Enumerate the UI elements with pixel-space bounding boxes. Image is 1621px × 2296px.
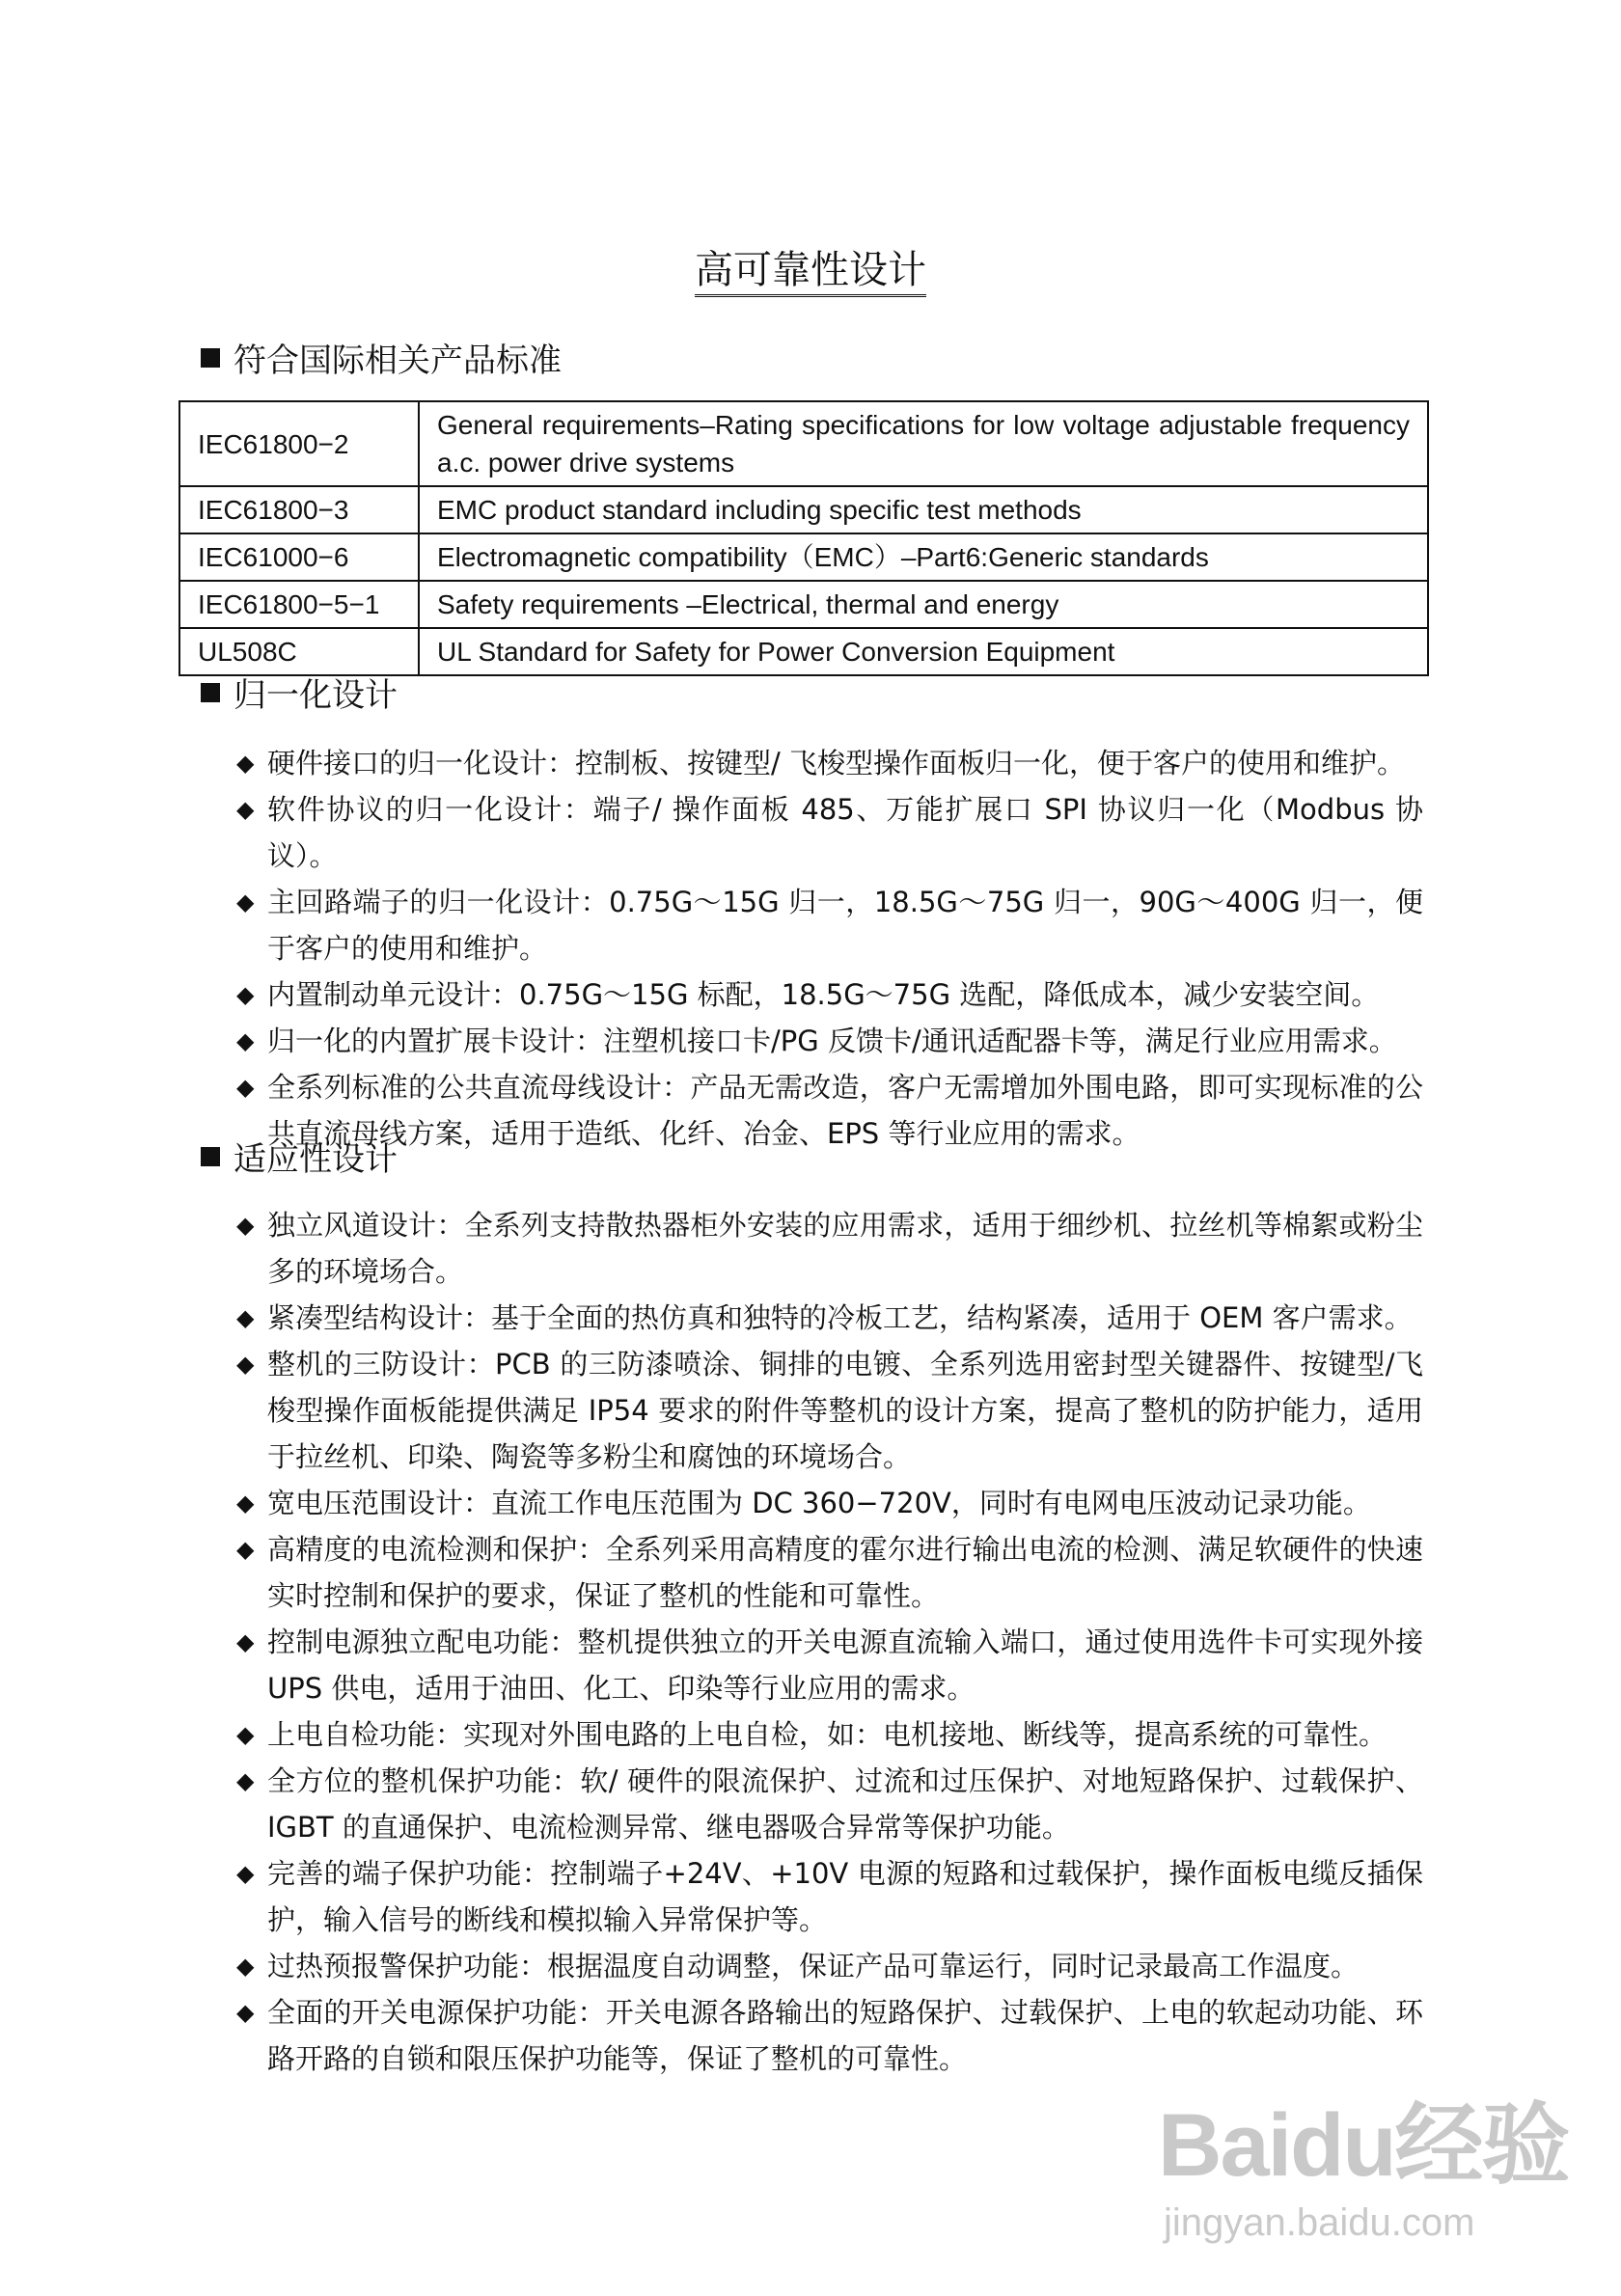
diamond-bullet-icon: ◆ — [236, 796, 255, 823]
list-item — [236, 1619, 1423, 1711]
section-heading-standards — [201, 334, 562, 381]
list-item-text: 控制电源独立配电功能：整机提供独立的开关电源直流输入端口，通过使用选件卡可实现外接 UPS 供电，适用于油田、化工、印染等行业应用的需求。 — [267, 1626, 1423, 1705]
diamond-bullet-icon: ◆ — [236, 1628, 255, 1655]
list-item-text: 高精度的电流检测和保护：全系列采用高精度的霍尔进行输出电流的检测、满足软硬件的快速实时控制和保护的要求，保证了整机的性能和可靠性。 — [267, 1533, 1423, 1612]
list-item-text: 完善的端子保护功能：控制端子+24V、+10V 电源的短路和过载保护，操作面板电缆反插保护，输入信号的断线和模拟输入异常保护等。 — [267, 1857, 1423, 1936]
table-row — [179, 533, 1428, 581]
square-bullet-icon — [201, 348, 220, 368]
list-item-text: 软件协议的归一化设计：端子/ 操作面板 485、万能扩展口 SPI 协议归一化（Modbus 协议）。 — [267, 793, 1423, 872]
standard-desc: EMC product standard including specific test methods — [419, 486, 1428, 533]
diamond-bullet-icon: ◆ — [236, 888, 255, 916]
diamond-bullet-icon: ◆ — [236, 1027, 255, 1054]
list-item — [236, 1341, 1423, 1480]
diamond-bullet-icon: ◆ — [236, 1767, 255, 1794]
section-heading-adaptability — [201, 1133, 398, 1180]
list-item — [236, 1064, 1423, 1157]
list-item-text: 紧凑型结构设计：基于全面的热仿真和独特的冷板工艺，结构紧凑，适用于 OEM 客户需求。 — [267, 1301, 1413, 1334]
list-item — [236, 1526, 1423, 1619]
standard-code: IEC61800−3 — [179, 486, 419, 533]
diamond-bullet-icon: ◆ — [236, 1721, 255, 1748]
list-item-text: 主回路端子的归一化设计：0.75G～15G 归一，18.5G～75G 归一，90G～400G 归一，便于客户的使用和维护。 — [267, 886, 1423, 965]
list-item — [236, 1480, 1423, 1526]
baidu-watermark — [1158, 2074, 1569, 2245]
diamond-bullet-icon: ◆ — [236, 1490, 255, 1517]
list-item — [236, 1850, 1423, 1943]
list-item-text: 归一化的内置扩展卡设计：注塑机接口卡/PG 反馈卡/通讯适配器卡等，满足行业应用需求。 — [267, 1025, 1397, 1057]
adaptability-list — [236, 1202, 1423, 2082]
standard-code: IEC61000−6 — [179, 533, 419, 581]
normalization-list — [236, 740, 1423, 1157]
diamond-bullet-icon: ◆ — [236, 1074, 255, 1101]
diamond-bullet-icon: ◆ — [236, 981, 255, 1008]
list-item — [236, 1943, 1423, 1989]
list-item-text: 全方位的整机保护功能：软/ 硬件的限流保护、过流和过压保护、对地短路保护、过载保护、IGBT 的直通保护、电流检测异常、继电器吸合异常等保护功能。 — [267, 1764, 1423, 1844]
list-item — [236, 1202, 1423, 1295]
standards-table — [179, 400, 1429, 676]
list-item — [236, 1018, 1423, 1064]
title-text: 高可靠性设计 — [695, 248, 926, 297]
watermark-logo: Baidu经验 — [1158, 2096, 1569, 2195]
standard-desc: Safety requirements –Electrical, thermal and energy — [419, 581, 1428, 628]
watermark-url: jingyan.baidu.com — [1164, 2201, 1475, 2244]
list-item — [236, 971, 1423, 1018]
square-bullet-icon — [201, 1147, 220, 1166]
list-item — [236, 740, 1423, 786]
list-item-text: 硬件接口的归一化设计：控制板、按键型/ 飞梭型操作面板归一化，便于客户的使用和维护。 — [267, 747, 1405, 779]
diamond-bullet-icon: ◆ — [236, 1351, 255, 1378]
table-row — [179, 581, 1428, 628]
list-item-text: 上电自检功能：实现对外围电路的上电自检，如：电机接地、断线等，提高系统的可靠性。 — [267, 1718, 1387, 1751]
table-row — [179, 486, 1428, 533]
diamond-bullet-icon: ◆ — [236, 1536, 255, 1563]
standard-desc: General requirements–Rating specifications for low voltage adjustable frequency a.c. power drive systems — [419, 401, 1428, 486]
standard-code: IEC61800−2 — [179, 401, 419, 486]
list-item-text: 独立风道设计：全系列支持散热器柜外安装的应用需求，适用于细纱机、拉丝机等棉絮或粉尘多的环境场合。 — [267, 1209, 1423, 1288]
diamond-bullet-icon: ◆ — [236, 1860, 255, 1887]
section-heading-normalization — [201, 669, 398, 716]
diamond-bullet-icon: ◆ — [236, 1953, 255, 1980]
standard-desc: Electromagnetic compatibility（EMC）–Part6:Generic standards — [419, 533, 1428, 581]
table-row — [179, 401, 1428, 486]
list-item — [236, 1989, 1423, 2082]
square-bullet-icon — [201, 683, 220, 702]
list-item — [236, 1295, 1423, 1341]
list-item-text: 过热预报警保护功能：根据温度自动调整，保证产品可靠运行，同时记录最高工作温度。 — [267, 1950, 1360, 1982]
list-item-text: 整机的三防设计：PCB 的三防漆喷涂、铜排的电镀、全系列选用密封型关键器件、按键型/飞梭型操作面板能提供满足 IP54 要求的附件等整机的设计方案，提高了整机的防护能力，适用于拉丝机、印染、陶瓷等多粉尘和腐蚀的环境场合。 — [267, 1348, 1423, 1473]
diamond-bullet-icon: ◆ — [236, 1212, 255, 1239]
diamond-bullet-icon: ◆ — [236, 750, 255, 777]
list-item-text: 内置制动单元设计：0.75G～15G 标配，18.5G～75G 选配，降低成本，减少安装空间。 — [267, 978, 1380, 1011]
list-item-text: 全系列标准的公共直流母线设计：产品无需改造，客户无需增加外围电路，即可实现标准的公共直流母线方案，适用于造纸、化纤、冶金、EPS 等行业应用的需求。 — [267, 1071, 1423, 1150]
diamond-bullet-icon: ◆ — [236, 1304, 255, 1331]
heading-text: 符合国际相关产品标准 — [234, 342, 562, 380]
standard-code: UL508C — [179, 628, 419, 675]
list-item-text: 全面的开关电源保护功能：开关电源各路输出的短路保护、过载保护、上电的软起动功能、环路开路的自锁和限压保护功能等，保证了整机的可靠性。 — [267, 1996, 1423, 2075]
page-title — [0, 239, 1621, 294]
list-item — [236, 879, 1423, 971]
diamond-bullet-icon: ◆ — [236, 1999, 255, 2026]
list-item — [236, 1711, 1423, 1758]
standard-code: IEC61800−5−1 — [179, 581, 419, 628]
heading-text: 适应性设计 — [234, 1140, 398, 1179]
list-item-text: 宽电压范围设计：直流工作电压范围为 DC 360−720V，同时有电网电压波动记录功能。 — [267, 1487, 1371, 1519]
standard-desc: UL Standard for Safety for Power Conversion Equipment — [419, 628, 1428, 675]
heading-text: 归一化设计 — [234, 676, 398, 715]
list-item — [236, 1758, 1423, 1850]
list-item — [236, 786, 1423, 879]
